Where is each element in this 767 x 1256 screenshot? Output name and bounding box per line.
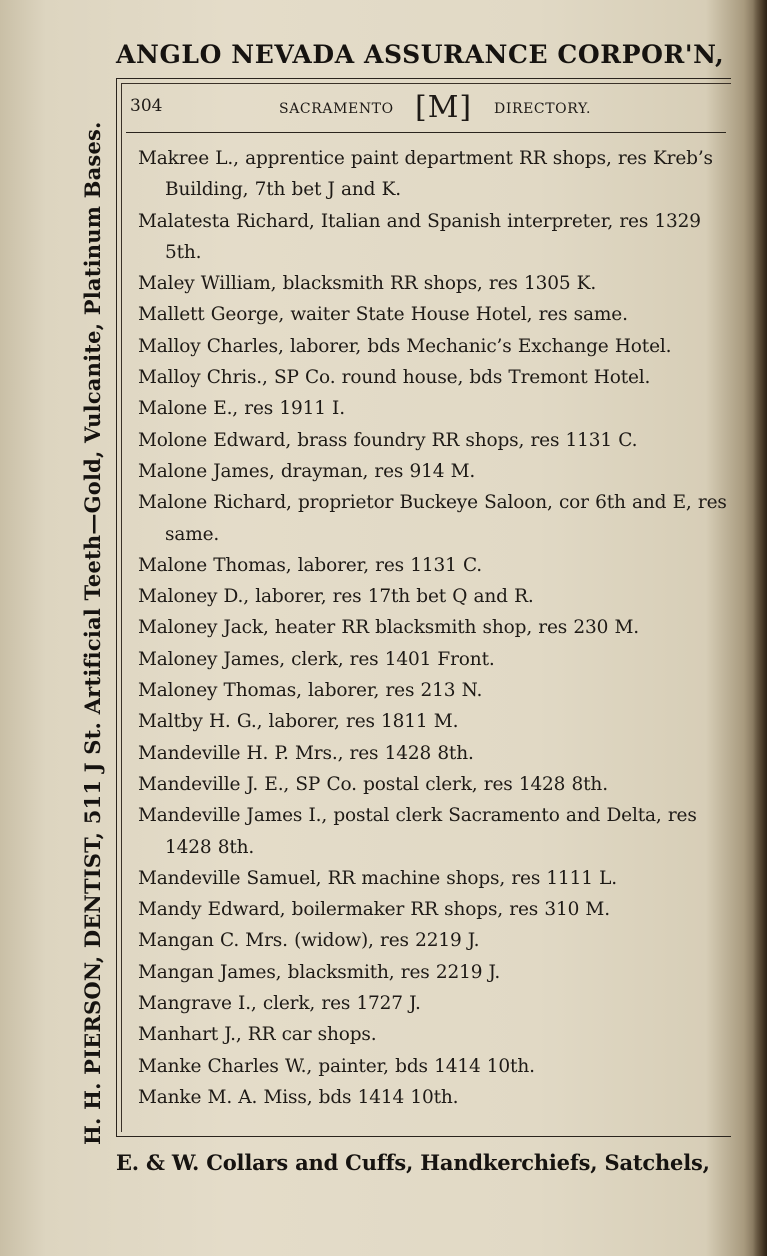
footer-advertisement: E. & W. Collars and Cuffs, Handkerchiefs, Satchels, [116,1150,710,1175]
header-rule [126,132,726,133]
directory-entry: Manhart J., RR car shops. [138,1024,377,1046]
directory-entry: Malloy Chris., SP Co. round house, bds Tremont Hotel. [138,367,651,389]
directory-entry: Malone James, drayman, res 914 M. [138,460,476,482]
directory-entry: Maloney D., laborer, res 17th bet Q and R. [138,586,534,608]
directory-entry: Malone Thomas, laborer, res 1131 C. [138,554,483,576]
directory-entry: Manke M. A. Miss, bds 1414 10th. [138,1086,459,1108]
header-advertisement: ANGLO NEVADA ASSURANCE CORPOR'N, [116,40,725,69]
directory-entry: Maloney Jack, heater RR blacksmith shop, res 230 M. [138,617,639,639]
directory-entry: Malone E., res 1911 I. [138,398,345,420]
directory-entry: Malatesta Richard, Italian and Spanish interpreter, res 1329 5th. [138,210,701,263]
directory-entry: Malone Richard, proprietor Buckeye Saloon, cor 6th and E, res same. [138,492,727,545]
directory-entry: Manke Charles W., painter, bds 1414 10th. [138,1055,535,1077]
directory-entry: Mandeville James I., postal clerk Sacramento and Delta, res 1428 8th. [138,805,697,858]
directory-entry: Mangan James, blacksmith, res 2219 J. [138,961,501,983]
directory-entry: Mandeville Samuel, RR machine shops, res 1111 L. [138,867,617,889]
directory-entry: Molone Edward, brass foundry RR shops, res 1131 C. [138,429,638,451]
directory-entry: Malloy Charles, laborer, bds Mechanic’s Exchange Hotel. [138,335,672,357]
directory-entry: Mandeville J. E., SP Co. postal clerk, res 1428 8th. [138,773,608,795]
running-head-title: DIRECTORY. [494,101,592,117]
side-advertisement: H. H. PIERSON, DENTIST, 511 J St. Artificial Teeth—Gold, Vulcanite, Platinum Bases. [80,121,105,1145]
directory-entry: Maltby H. G., laborer, res 1811 M. [138,711,459,733]
running-head-city: SACRAMENTO [279,101,394,117]
directory-entry: Maley William, blacksmith RR shops, res 1305 K. [138,273,597,295]
page-number: 304 [130,96,163,116]
directory-entry: Maloney James, clerk, res 1401 Front. [138,648,495,670]
directory-entry: Mangan C. Mrs. (widow), res 2219 J. [138,930,480,952]
directory-entry: Maloney Thomas, laborer, res 213 N. [138,680,483,702]
directory-entry: Mangrave I., clerk, res 1727 J. [138,993,421,1015]
running-head-letter: [M] [415,90,473,125]
page-edge-shadow [753,0,767,1256]
directory-entry: Mandeville H. P. Mrs., res 1428 8th. [138,742,474,764]
directory-entry: Mallett George, waiter State House Hotel, res same. [138,304,628,326]
directory-entry: Mandy Edward, boilermaker RR shops, res 310 M. [138,899,610,921]
directory-entry: Makree L., apprentice paint department RR shops, res Kreb’s Building, 7th bet J and K. [138,148,713,201]
directory-entries [138,143,728,1113]
running-head [126,92,730,124]
